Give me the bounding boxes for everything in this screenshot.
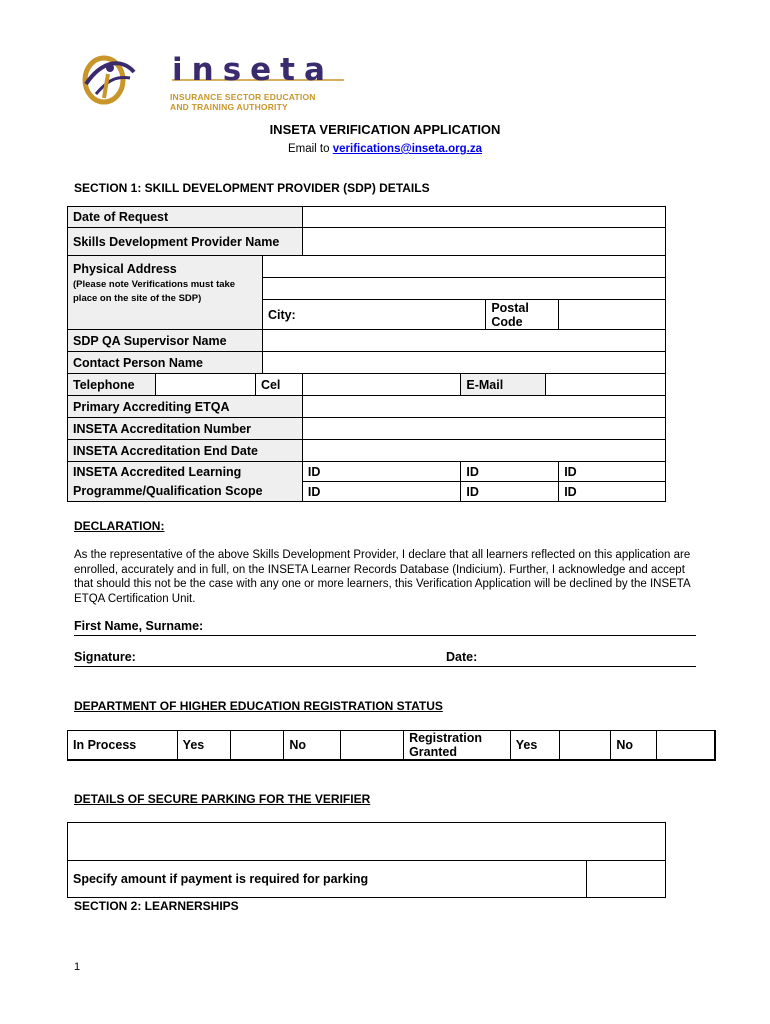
parking-details-field[interactable]	[68, 823, 666, 861]
dhe-heading: DEPARTMENT OF HIGHER EDUCATION REGISTRATION STATUS	[74, 699, 443, 713]
email-link[interactable]: verifications@inseta.org.za	[332, 143, 482, 155]
city-field[interactable]	[262, 300, 485, 330]
sdp-name-field[interactable]	[302, 228, 665, 256]
email-prefix: Email to	[287, 143, 333, 155]
granted-no-label: No	[611, 731, 656, 761]
id-label: ID	[564, 484, 577, 499]
declaration-text: As the representative of the above Skills Development Provider, I declare that all learners reflected on this application are enrolled, accurately and in full, on the INSETA Learner Records Database (Indicium). Further, I acknowledge and accept that should this not be the case with any one or more learners, this Verification Application will be declined by the INSETA ETQA Certification Unit.	[74, 549, 691, 605]
date-label: Date:	[446, 650, 478, 664]
granted-yes-box[interactable]	[560, 731, 611, 761]
dhe-status-table	[67, 730, 716, 761]
email-field[interactable]	[546, 374, 666, 396]
primary-etqa-field[interactable]	[302, 396, 665, 418]
telephone-field[interactable]	[155, 374, 255, 396]
address-line2-field[interactable]	[262, 278, 665, 300]
email-label: E-Mail	[461, 374, 546, 396]
address-line1-field[interactable]	[262, 256, 665, 278]
page-number: 1	[74, 961, 81, 973]
scope-id-2[interactable]	[461, 462, 559, 482]
contact-person-field[interactable]	[262, 352, 665, 374]
logo-subtitle-line2: AND TRAINING AUTHORITY	[170, 102, 288, 112]
scope-id-6[interactable]	[559, 482, 666, 502]
scope-id-1[interactable]	[302, 462, 461, 482]
qa-supervisor-field[interactable]	[262, 330, 665, 352]
primary-etqa-label: Primary Accrediting ETQA	[68, 396, 303, 418]
cel-label: Cel	[255, 374, 302, 396]
page-title: INSETA VERIFICATION APPLICATION	[269, 122, 501, 137]
postal-code-label: Postal Code	[486, 300, 559, 330]
accreditation-number-field[interactable]	[302, 418, 665, 440]
contact-person-label: Contact Person Name	[68, 352, 263, 374]
scope-id-4[interactable]	[302, 482, 461, 502]
granted-yes-label: Yes	[510, 731, 559, 761]
physical-address-label-cell	[68, 256, 263, 330]
in-process-yes-label: Yes	[177, 731, 230, 761]
first-name-surname-label: First Name, Surname:	[74, 619, 204, 633]
id-label: ID	[564, 464, 577, 479]
logo-wordmark: inseta	[172, 52, 334, 88]
parking-heading: DETAILS OF SECURE PARKING FOR THE VERIFIER	[74, 792, 371, 806]
first-name-surname-line[interactable]	[74, 635, 696, 636]
granted-no-box[interactable]	[656, 731, 715, 761]
date-of-request-field[interactable]	[302, 207, 665, 228]
id-label: ID	[466, 484, 479, 499]
parking-payment-label: Specify amount if payment is required for parking	[68, 861, 587, 898]
parking-payment-field[interactable]	[587, 861, 666, 898]
cel-field[interactable]	[302, 374, 461, 396]
in-process-yes-box[interactable]	[231, 731, 284, 761]
accreditation-number-label: INSETA Accreditation Number	[68, 418, 303, 440]
logo-emblem-icon	[85, 58, 134, 102]
qa-supervisor-label: SDP QA Supervisor Name	[68, 330, 263, 352]
id-label: ID	[307, 464, 321, 479]
scope-id-5[interactable]	[461, 482, 559, 502]
accreditation-end-date-field[interactable]	[302, 440, 665, 462]
postal-code-field[interactable]	[559, 300, 666, 330]
registration-granted-label: Registration Granted	[404, 731, 511, 761]
telephone-label: Telephone	[68, 374, 156, 396]
city-label: City:	[267, 307, 296, 322]
accreditation-end-date-label: INSETA Accreditation End Date	[68, 440, 303, 462]
email-line	[0, 143, 770, 155]
signature-line[interactable]	[74, 666, 696, 667]
in-process-no-box[interactable]	[340, 731, 403, 761]
in-process-no-label: No	[284, 731, 340, 761]
signature-label: Signature:	[74, 650, 136, 664]
address-note: (Please note Verifications must take place on the site of the SDP)	[73, 279, 236, 304]
date-of-request-label: Date of Request	[68, 207, 303, 228]
logo-subtitle-line1: INSURANCE SECTOR EDUCATION	[170, 92, 316, 102]
learning-scope-label: INSETA Accredited Learning Programme/Qualification Scope	[68, 462, 303, 502]
section1-heading: SECTION 1: SKILL DEVELOPMENT PROVIDER (SDP) DETAILS	[74, 181, 430, 195]
id-label: ID	[307, 484, 321, 499]
scope-id-3[interactable]	[559, 462, 666, 482]
in-process-label: In Process	[68, 731, 178, 761]
parking-table	[67, 822, 666, 898]
id-label: ID	[466, 464, 479, 479]
sdp-name-label: Skills Development Provider Name	[68, 228, 303, 256]
declaration-heading: DECLARATION:	[74, 519, 165, 533]
physical-address-label: Physical Address	[73, 262, 177, 276]
sdp-details-table	[67, 206, 666, 502]
section2-heading: SECTION 2: LEARNERSHIPS	[74, 899, 239, 913]
